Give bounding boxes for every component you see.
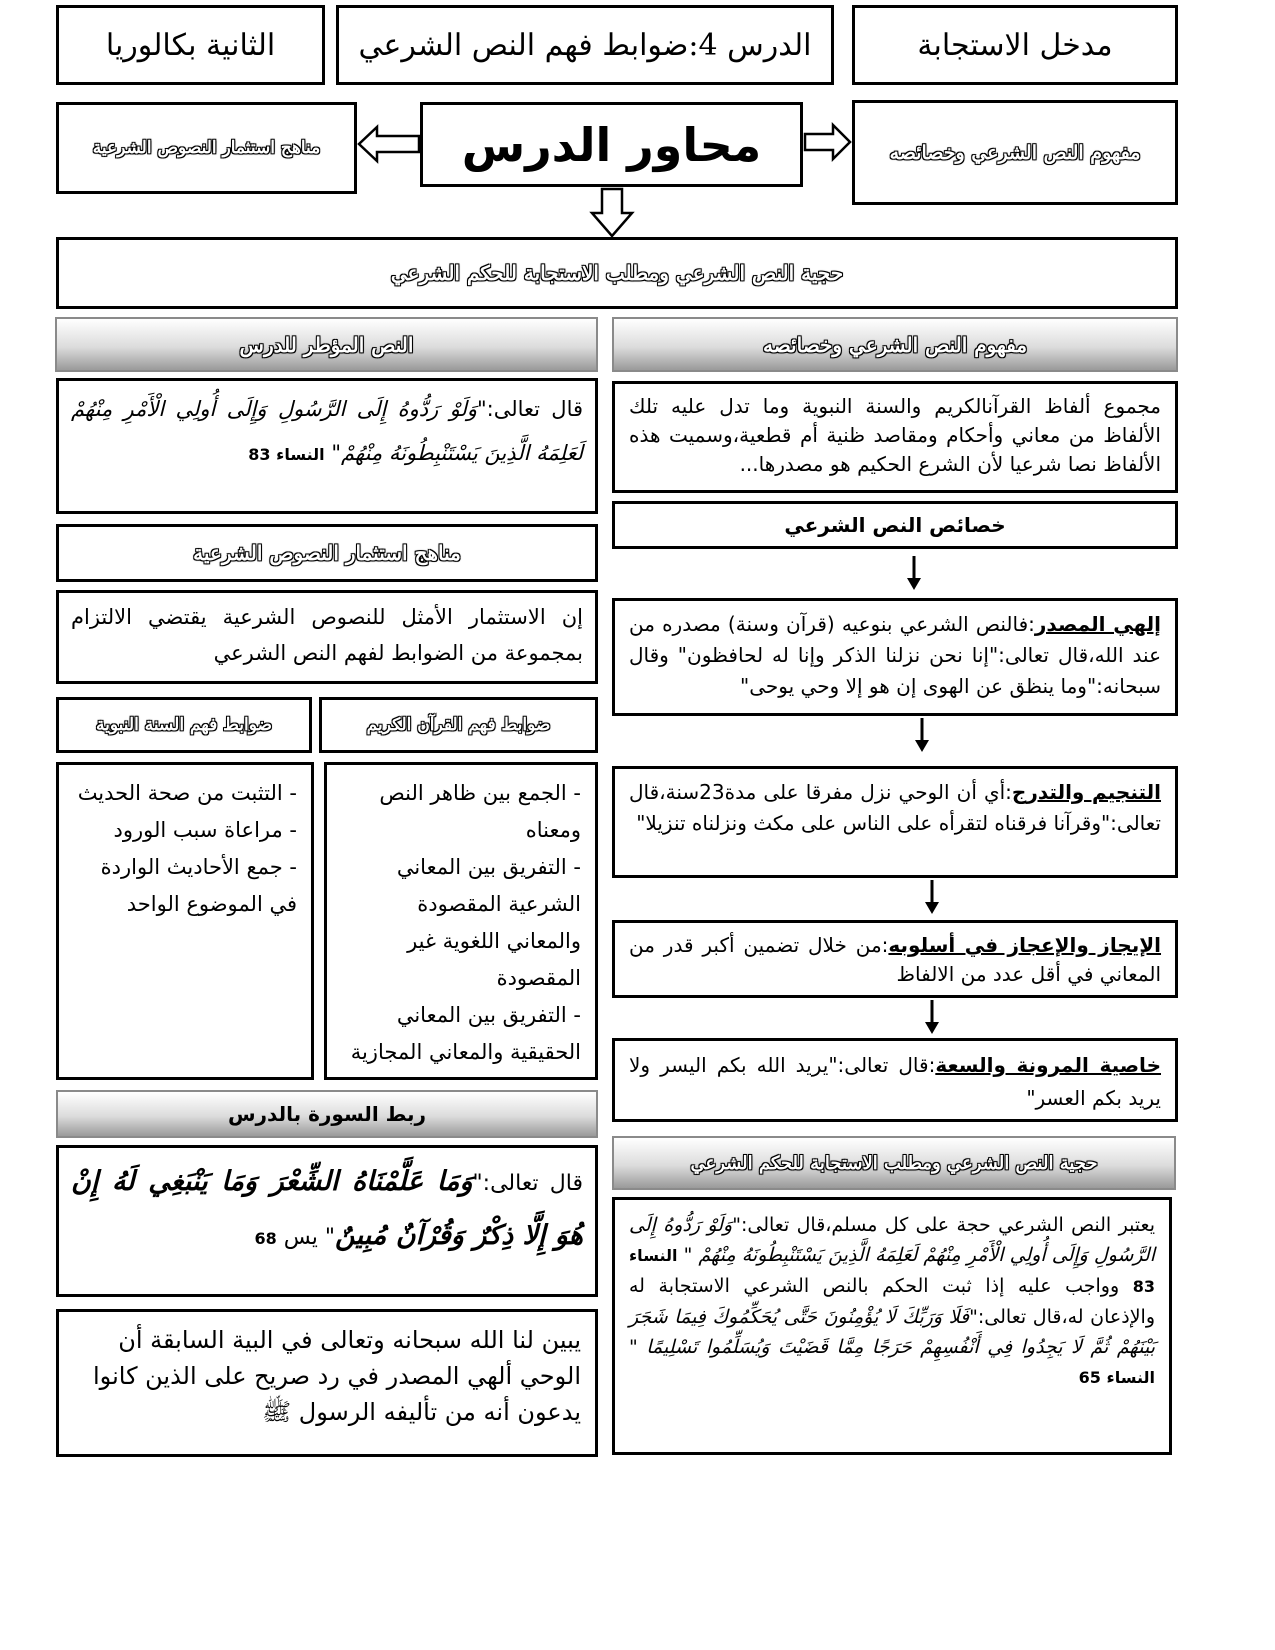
framing-verse: وَلَوْ رَدُّوهُ إِلَى الرَّسُولِ وَإِلَى أُولِي الْأَمْرِ مِنْهُمْ لَعَلِمَهُ الَّذِينَ يَسْتَنْبِطُونَهُ مِنْهُمْ: [71, 397, 583, 465]
lesson-title: [336, 5, 834, 85]
feature-2-text: :أي أن الوحي نزل مفرقا على مدة23سنة،قال تعالى:"وقرآنا فرقناه لتقرأه على الناس على مكث ونزلناه تنزيلا": [629, 780, 1161, 835]
authority-title: حجية النص الشرعي ومطلب الاستجابة للحكم الشرعي: [690, 1152, 1098, 1174]
lesson-text: الدرس 4:ضوابط فهم النص الشرعي: [358, 27, 812, 63]
surah-ref-num: 68: [254, 1229, 277, 1248]
surah-title: ربط السورة بالدرس: [227, 1102, 427, 1126]
framing-title: النص المؤطر للدرس: [239, 332, 414, 357]
quran-rule-item: - الجمع بين ظاهر النص ومعناه: [379, 781, 581, 842]
quran-rule-item: - التفريق بين المعاني الشرعية المقصودة والمعاني اللغوية غير المقصودة: [396, 855, 581, 990]
feature-2-box: [612, 766, 1178, 878]
methods-title: مناهج استثمار النصوص الشرعية: [193, 541, 461, 565]
level-text: الثانية بكالوريا: [105, 27, 276, 63]
features-title-box: [612, 501, 1178, 549]
quran-rule-item: - التفريق بين المعاني الحقيقية والمعاني المجازية: [350, 1003, 581, 1064]
arrow-down-icon: [914, 718, 930, 754]
arrow-down-icon: [590, 187, 634, 239]
explanation-text: يبين لنا الله سبحانه وتعالى في البية السابقة أن الوحي ألهي المصدر في رد صريح على الذين كانوا يدعون أنه من تأليفه الرسول ﷺ: [93, 1326, 581, 1426]
surah-intro: قال تعالى:": [472, 1171, 583, 1196]
authority-title-bar: [612, 1136, 1176, 1190]
concept-title: مفهوم النص الشرعي وخصائصه: [762, 332, 1028, 357]
feature-4-box: [612, 1038, 1178, 1122]
sunna-rule-item: - جمع الأحاديث الواردة في الموضوع الواحد: [100, 855, 297, 916]
axes-title: محاور الدرس: [461, 117, 762, 172]
authority-close-1: ": [683, 1244, 699, 1266]
sunna-title: ضوابط فهم السنة النبوية: [96, 715, 272, 735]
quran-rules-list: [324, 762, 598, 1080]
arrow-down-icon: [906, 556, 922, 592]
sunna-rule-item: - مراعاة سبب الورود: [113, 818, 297, 842]
framing-text-box: [56, 378, 598, 514]
surah-title-bar: [56, 1090, 598, 1138]
axis-left-box: [56, 102, 357, 194]
methods-title-box: [56, 524, 598, 582]
surah-ref-name: يس: [283, 1225, 318, 1250]
quran-title-box: [319, 697, 598, 753]
feature-1-box: [612, 598, 1178, 716]
authority-verse-2: فَلَا وَرَبِّكَ لَا يُؤْمِنُونَ حَتَّى يُحَكِّمُوكَ فِيمَا شَجَرَ بَيْنَهُمْ ثُمَّ لَا يَجِدُوا فِي أَنْفُسِهِمْ حَرَجًا مِمَّا قَضَيْتَ وَيُسَلِّمُوا تَسْلِيمًا: [629, 1306, 1155, 1358]
feature-3-text: :من خلال تضمين أكبر قدر من المعاني في أقل عدد من الالفاظ: [629, 933, 1161, 986]
arrow-down-icon: [924, 880, 940, 916]
feature-1-label: إلهي المصدر: [1034, 612, 1162, 636]
level-title: [56, 5, 325, 85]
intro-title: [852, 5, 1178, 85]
authority-ref-1: النساء 83: [629, 1246, 1155, 1296]
axes-title-box: [420, 102, 803, 187]
surah-text-box: [56, 1145, 598, 1297]
axis-right-label: مفهوم النص الشرعي وخصائصه: [889, 141, 1141, 164]
sunna-title-box: [56, 697, 312, 753]
sunna-rules-list: [56, 762, 314, 1080]
feature-1-text: :فالنص الشرعي بنوعيه (قرآن وسنة) مصدره من عند الله،قال تعالى:"إنا نحن نزلنا الذكر وإنا له لحافظون" وقال سبحانه:"وما ينظق عن الهوى إن هو إلا وحي يوحى": [629, 612, 1161, 698]
explanation-box: [56, 1309, 598, 1457]
authority-verse-1: وَلَوْ رَدُّوهُ إِلَى الرَّسُولِ وَإِلَى أُولِي الْأَمْرِ مِنْهُمْ لَعَلِمَهُ الَّذِينَ يَسْتَنْبِطُونَهُ مِنْهُمْ: [629, 1214, 1155, 1266]
arrow-down-icon: [924, 1000, 940, 1036]
framing-ref: النساء 83: [248, 445, 325, 464]
authority-text-box: [612, 1197, 1172, 1455]
methods-text: إن الاستثمار الأمثل للنصوص الشرعية يقتضي الالتزام بمجموعة من الضوابط لفهم النص الشرعي: [71, 605, 583, 665]
sunna-rule-item: - التثبت من صحة الحديث: [77, 781, 297, 805]
feature-2-label: التنجيم والتدرج: [1011, 780, 1162, 804]
quran-title: ضوابط فهم القرآن الكريم: [366, 715, 551, 735]
arrow-left-icon: [357, 124, 421, 164]
intro-text: مدخل الاستجابة: [917, 27, 1113, 63]
axis-right-box: [852, 100, 1178, 205]
feature-3-label: الإيجاز والإعجاز في أسلوبه: [888, 933, 1162, 957]
framing-close: ": [331, 441, 341, 465]
arrow-right-icon: [803, 122, 853, 162]
concept-text-box: [612, 381, 1178, 493]
axis-bottom-box: [56, 237, 1178, 309]
feature-4-text: :قال تعالى:"يريد الله بكم اليسر ولا يريد بكم العسر": [629, 1053, 1161, 1110]
authority-ref-2: النساء 65: [1078, 1368, 1155, 1387]
axis-bottom-label: حجية النص الشرعي ومطلب الاستجابة للحكم الشرعي: [390, 261, 844, 285]
methods-text-box: [56, 590, 598, 684]
feature-4-label: خاصية المرونة والسعة: [935, 1053, 1161, 1077]
surah-verse: وَمَا عَلَّمْنَاهُ الشِّعْرَ وَمَا يَنْبَغِي لَهُ إِنْ هُوَ إِلَّا ذِكْرٌ وَقُرْآنٌ مُبِينٌ: [71, 1166, 583, 1251]
framing-intro: قال تعالى:": [477, 397, 583, 421]
framing-title-bar: [55, 317, 598, 372]
features-title: خصائص النص الشرعي: [784, 513, 1006, 537]
concept-title-bar: [612, 317, 1178, 372]
authority-close-2: ": [629, 1336, 647, 1358]
authority-text-2: وواجب عليه إذا ثبت الحكم بالنص الشرعي الاستجابة له والإذعان له،قال تعالى:": [629, 1275, 1156, 1328]
feature-3-box: [612, 920, 1178, 998]
concept-text: مجموع ألفاظ القرآنالكريم والسنة النبوية وما تدل عليه تلك الألفاظ من معاني وأحكام ومقاصد ظنية أم قطعية،وسميت هذه الألفاظ نصا شرعيا لأن الشرع الحكيم هو مصدرها...: [629, 394, 1161, 476]
axis-left-label: مناهج استثمار النصوص الشرعية: [92, 138, 321, 158]
surah-close: ": [324, 1225, 336, 1250]
authority-intro: يعتبر النص الشرعي حجة على كل مسلم،قال تعالى:": [732, 1214, 1155, 1236]
